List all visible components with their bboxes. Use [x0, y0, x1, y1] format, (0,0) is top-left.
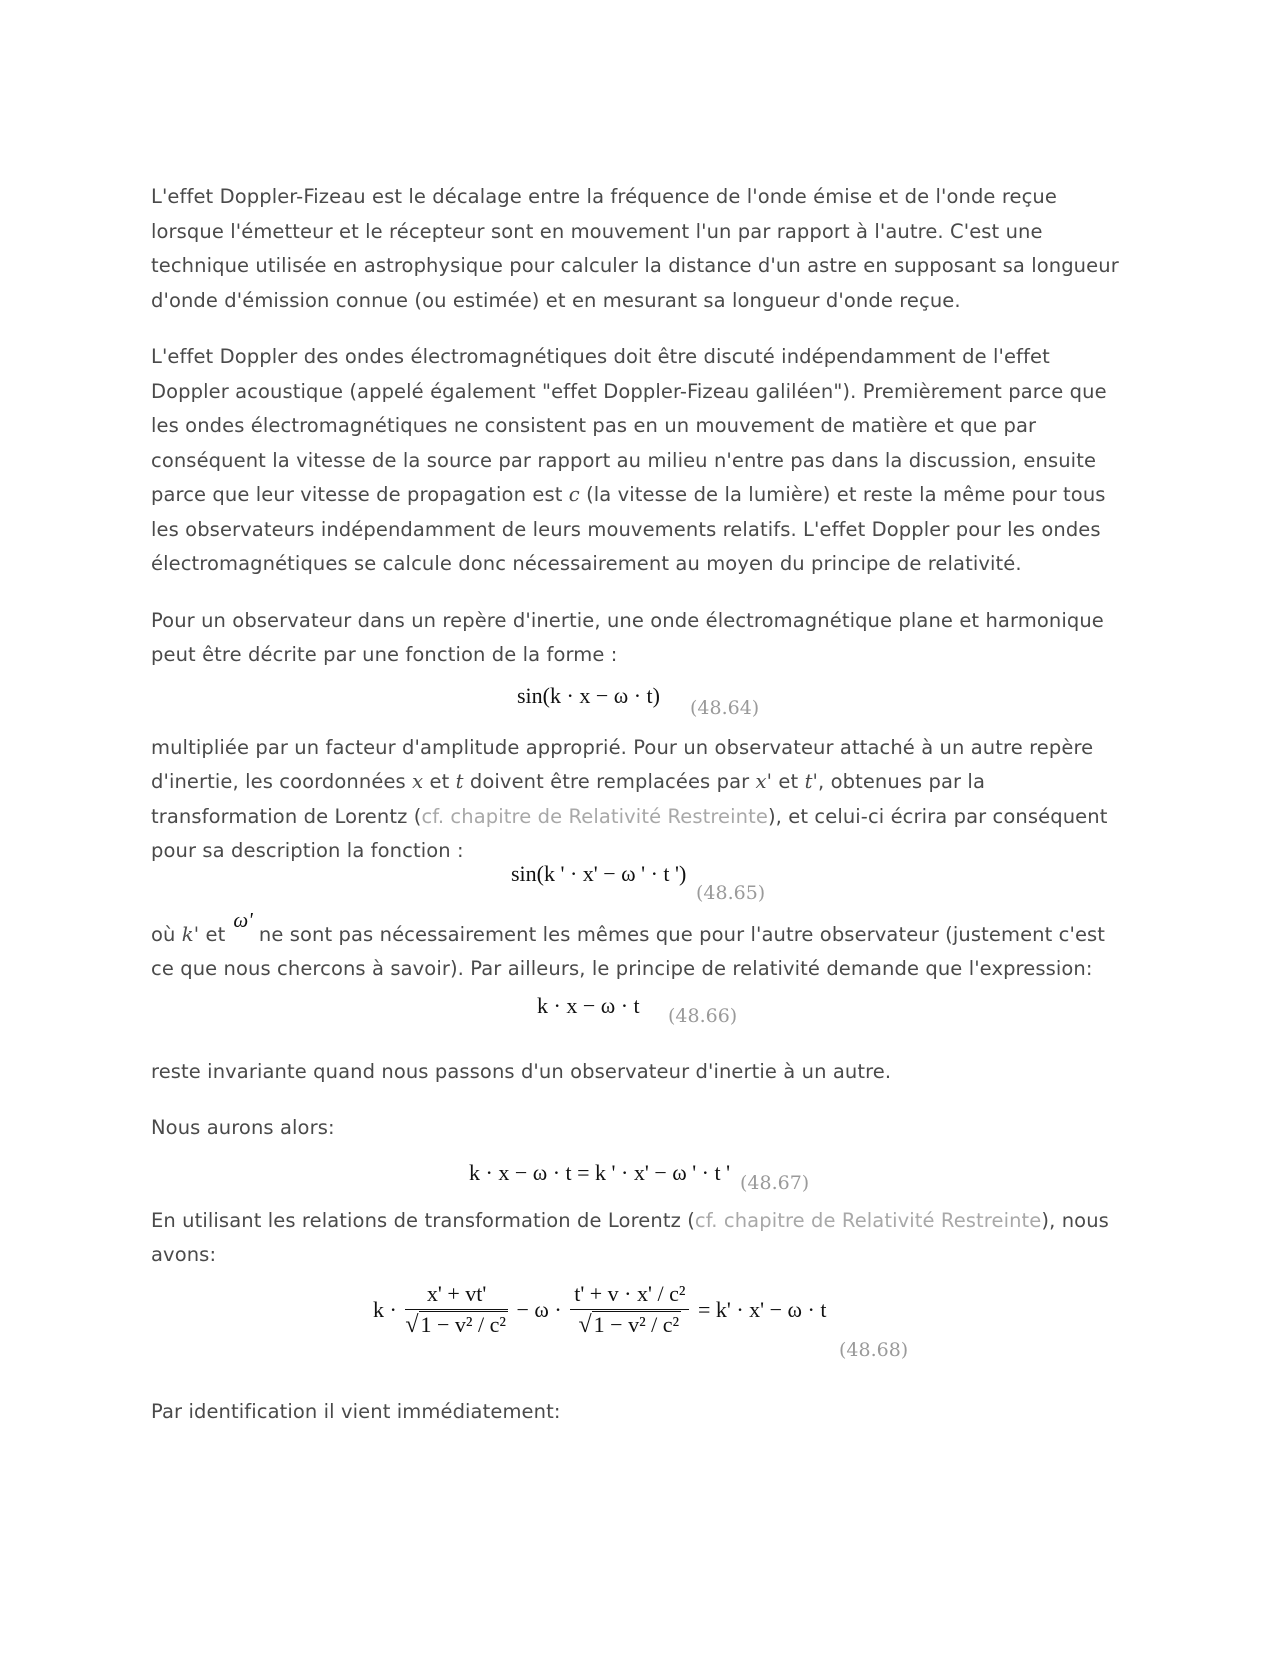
equation-48-68-fraction-2	[570, 1281, 689, 1339]
equation-48-65-expression: sin(k ' · x' − ω ' · t ')	[511, 860, 687, 886]
paragraph-invariant: reste invariante quand nous passons d'un observateur d'inertie à un autre.	[151, 1059, 892, 1083]
variable-x: x	[412, 770, 424, 793]
paragraph-lorentz	[151, 731, 1131, 869]
paragraph-lorentz-text-c: doivent être remplacées par	[463, 770, 756, 793]
paragraph-electromagnetic	[151, 340, 1131, 582]
equation-48-68-numerator-2: t' + v · x' / c²	[570, 1281, 689, 1310]
equation-48-64-expression: sin(k · x − ω · t)	[517, 682, 660, 708]
equation-48-68-rhs: = k' · x' − ω · t	[697, 1296, 827, 1322]
equation-48-68-radicand-1: 1 − v² / c²	[420, 1311, 506, 1337]
paragraph-k-omega	[151, 907, 1131, 987]
paragraph-transformation	[151, 1204, 1131, 1273]
paragraph-transformation-text-a: En utilisant les relations de transformation de Lorentz (	[151, 1208, 695, 1232]
sqrt-icon: √	[405, 1311, 419, 1338]
equation-48-68-fraction-1	[405, 1281, 508, 1339]
equation-48-68-radicand-2: 1 − v² / c²	[593, 1311, 680, 1337]
variable-k-prime: k'	[181, 922, 200, 946]
equation-48-64-number: (48.64)	[690, 696, 760, 719]
paragraph-electromagnetic-text-a: L'effet Doppler des ondes électromagnétiques doit être discuté indépendamment de l'effet Doppler acoustique (appelé également "effet Doppler-Fizeau galiléen"). Premièrement parce que les ondes électromagnétiques ne consistent pas en un mouvement de matière et que par conséquent la vitesse de la source par rapport au milieu n'entre pas dans la discussion, ensuite parce que leur vitesse de propagation est	[151, 345, 1107, 506]
paragraph-electromagnetic-text-b: (la vitesse de la lumière) et reste la même pour tous les observateurs indépendamment de leurs mouvements relatifs. L'effet Doppler pour les ondes électromagnétiques se calcule donc nécessairement au moyen du principe de relativité.	[151, 483, 1106, 575]
equation-48-65	[151, 860, 1131, 917]
paragraph-plane-wave: Pour un observateur dans un repère d'inertie, une onde électromagnétique plane et harmonique peut être décrite par une fonction de la forme :	[151, 608, 1104, 666]
paragraph-k-omega-text-b: et	[199, 922, 226, 946]
equation-48-67-expression: k · x − ω · t = k ' · x' − ω ' · t '	[469, 1159, 731, 1185]
paragraph-lorentz-text-e: , obtenues par la transformation de Lorentz (	[151, 770, 985, 828]
equation-48-68-numerator-1: x' + vt'	[405, 1281, 508, 1310]
equation-48-68-k: k ·	[373, 1296, 397, 1322]
paragraph-lorentz-text-b: et	[423, 770, 456, 793]
paragraph-identification: Par identification il vient immédiatement:	[151, 1399, 561, 1423]
paragraph-lorentz-text-a: multipliée par un facteur d'amplitude approprié. Pour un observateur attaché à un autre repère d'inertie, les coordonnées	[151, 735, 1094, 793]
link-relativity-chapter-2[interactable]: cf. chapitre de Relativité Restreinte	[694, 1208, 1042, 1232]
paragraph-k-omega-text-a: où	[151, 922, 182, 946]
sqrt-icon: √	[578, 1311, 592, 1338]
equation-48-66-expression: k · x − ω · t	[537, 992, 640, 1018]
equation-48-68-denominator-2	[570, 1310, 689, 1339]
equation-48-67-number: (48.67)	[740, 1171, 810, 1194]
equation-48-68-denominator-1	[405, 1310, 508, 1339]
paragraph-intro: L'effet Doppler-Fizeau est le décalage entre la fréquence de l'onde émise et de l'onde reçue lorsque l'émetteur et le récepteur sont en mouvement l'un par rapport à l'autre. C'est une technique utilisée en astrophysique pour calculer la distance d'un astre en supposant sa longueur d'onde d'émission connue (ou estimée) et en mesurant sa longueur d'onde reçue.	[151, 185, 1119, 312]
equation-48-66-number: (48.66)	[668, 1004, 738, 1027]
variable-t: t	[455, 770, 464, 793]
equation-48-68-number: (48.68)	[839, 1338, 909, 1361]
paragraph-transformation-text-b: ), nous avons:	[151, 1208, 1109, 1266]
paragraph-nous-aurons: Nous aurons alors:	[151, 1116, 335, 1139]
equation-48-68-expression	[373, 1281, 826, 1339]
equation-48-66	[151, 987, 1131, 1043]
paragraph-k-omega-text-c: ne sont pas nécessairement les mêmes que pour l'autre observateur (justement c'est ce que nous chercons à savoir). Par ailleurs, le principe de relativité demande que l'expression:	[151, 922, 1106, 980]
link-relativity-chapter-1[interactable]: cf. chapitre de Relativité Restreinte	[421, 804, 768, 828]
paragraph-lorentz-text-f: ), et celui-ci écrira par conséquent pour sa description la fonction :	[151, 804, 1108, 862]
variable-x-prime: x'	[755, 770, 773, 793]
variable-t-prime: t'	[804, 770, 818, 793]
equation-48-68	[151, 1273, 1131, 1373]
document-body	[151, 180, 1131, 1429]
equation-48-65-number: (48.65)	[696, 881, 766, 904]
variable-omega-prime: ω'	[233, 907, 253, 932]
equation-48-67	[151, 1146, 1131, 1204]
equation-48-68-omega: − ω ·	[516, 1296, 562, 1322]
equation-48-64	[151, 673, 1131, 731]
paragraph-lorentz-text-d: et	[772, 770, 805, 793]
speed-of-light-variable: c	[568, 483, 580, 506]
